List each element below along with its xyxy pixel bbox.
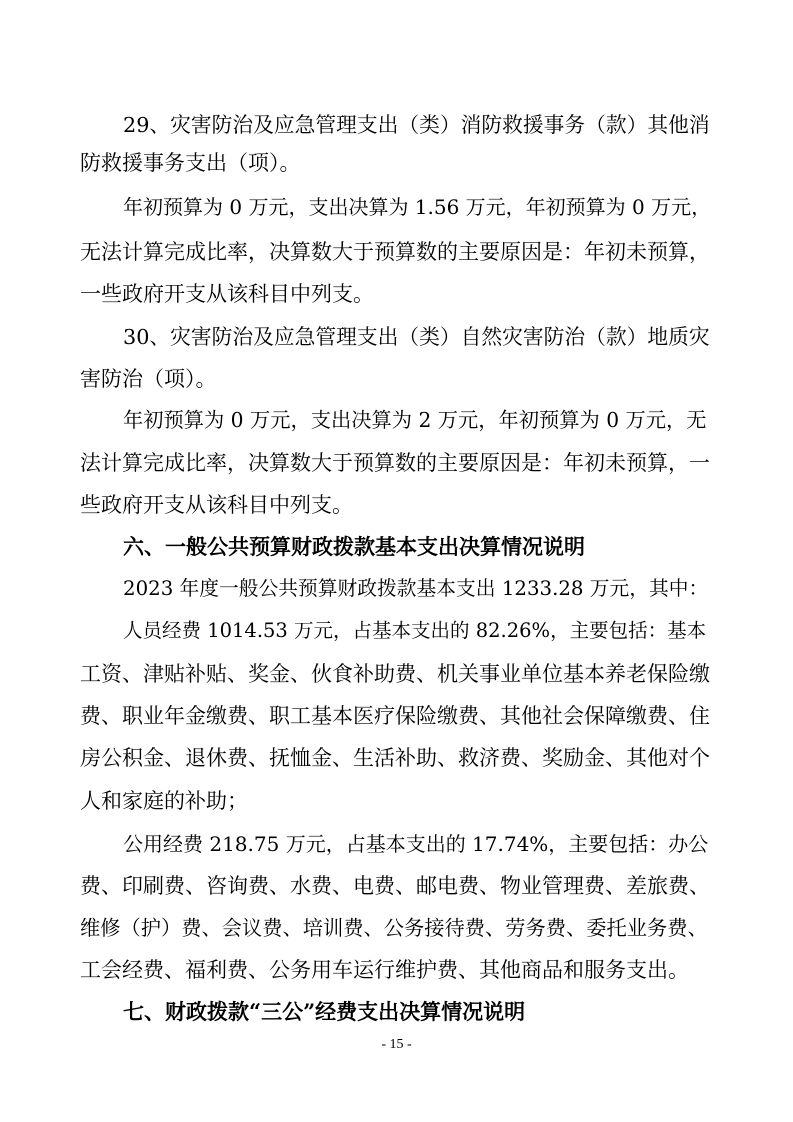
personnel-expense-line-2: 工资、津贴补贴、奖金、伙食补助费、机关事业单位基本养老保险缴 bbox=[80, 662, 710, 686]
public-expense-line-4: 工会经费、福利费、公务用车运行维护费、其他商品和服务支出。 bbox=[80, 958, 689, 982]
item-29-title-line-2: 防救援事务支出（项）。 bbox=[80, 151, 301, 175]
personnel-expense-line-3: 费、职业年金缴费、职工基本医疗保险缴费、其他社会保障缴费、住 bbox=[80, 704, 710, 728]
page-number: - 15 - bbox=[381, 1037, 412, 1052]
item-30-title-line-2: 害防治（项）。 bbox=[80, 367, 217, 391]
item-29-title-line-1: 29、灾害防治及应急管理支出（类）消防救援事务（款）其他消 bbox=[123, 113, 710, 137]
item-30-body-line-2: 法计算完成比率，决算数大于预算数的主要原因是：年初未预算，一 bbox=[80, 451, 710, 475]
item-30-title-line-1: 30、灾害防治及应急管理支出（类）自然灾害防治（款）地质灾 bbox=[123, 325, 710, 349]
item-30-body-line-3: 些政府开支从该科目中列支。 bbox=[80, 493, 353, 517]
personnel-expense-line-5: 人和家庭的补助； bbox=[80, 789, 248, 813]
public-expense-line-2: 费、印刷费、咨询费、水费、电费、邮电费、物业管理费、差旅费、 bbox=[80, 874, 710, 898]
item-29-body-line-3: 一些政府开支从该科目中列支。 bbox=[80, 282, 374, 306]
item-29-body-line-2: 无法计算完成比率，决算数大于预算数的主要原因是：年初未预算， bbox=[80, 240, 710, 264]
item-29-body-line-1: 年初预算为 0 万元，支出决算为 1.56 万元，年初预算为 0 万元， bbox=[123, 195, 712, 219]
section-6-intro: 2023 年度一般公共预算财政拨款基本支出 1233.28 万元，其中： bbox=[123, 577, 709, 600]
public-expense-line-3: 维修（护）费、会议费、培训费、公务接待费、劳务费、委托业务费、 bbox=[80, 916, 708, 940]
personnel-expense-line-1: 人员经费 1014.53 万元，占基本支出的 82.26%，主要包括：基本 bbox=[123, 619, 707, 642]
section-6-heading: 六、一般公共预算财政拨款基本支出决算情况说明 bbox=[123, 534, 585, 559]
personnel-expense-line-4: 房公积金、退休费、抚恤金、生活补助、救济费、奖励金、其他对个 bbox=[80, 746, 710, 770]
section-7-heading: 七、财政拨款“三公”经费支出决算情况说明 bbox=[123, 999, 526, 1024]
item-30-body-line-1: 年初预算为 0 万元，支出决算为 2 万元，年初预算为 0 万元，无 bbox=[123, 408, 707, 432]
public-expense-line-1: 公用经费 218.75 万元，占基本支出的 17.74%，主要包括：办公 bbox=[123, 832, 709, 856]
